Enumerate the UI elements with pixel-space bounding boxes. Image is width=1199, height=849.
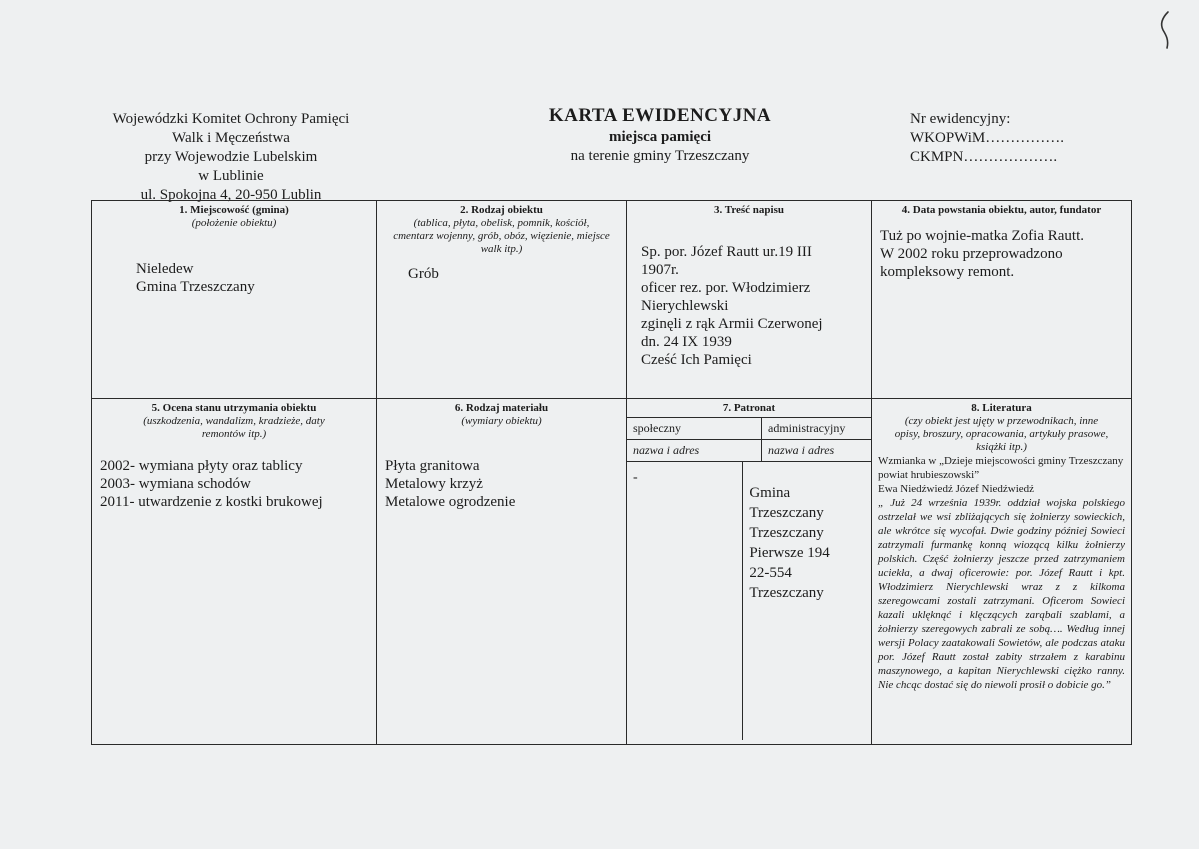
condition-line: 2002- wymiana płyty oraz tablicy <box>100 458 303 474</box>
handwritten-mark-icon <box>1152 8 1182 50</box>
patronage-values <box>627 462 871 740</box>
cell-object-type <box>377 201 627 399</box>
cell-subheader: (położenie obiektu) <box>191 217 277 229</box>
cell-subheader: (wymiary obiektu) <box>461 415 542 427</box>
condition-line: 2011- utwardzenie z kostki brukowej <box>100 494 323 510</box>
page-title: KARTA EWIDENCYJNA <box>548 105 772 126</box>
admin-line: Pierwsze 194 <box>749 545 830 561</box>
admin-line: 22-554 <box>749 565 792 581</box>
location-value <box>98 260 370 296</box>
cell-material <box>377 399 627 745</box>
cell-literature <box>872 399 1132 745</box>
creation-line: Tuż po wojnie-matka Zofia Rautt. <box>880 228 1084 244</box>
org-line: w Lublinie <box>198 168 264 184</box>
patronage-admin-subheader: nazwa i adres <box>762 440 872 462</box>
page-subtitle-area: na terenie gminy Trzeszczany <box>570 148 750 164</box>
registry-number-block <box>910 110 1090 167</box>
material-line: Metalowy krzyż <box>385 476 483 492</box>
title-block <box>460 104 860 166</box>
condition-value <box>98 457 370 511</box>
cell-header: 6. Rodzaj materiału <box>454 402 549 414</box>
literature-authors: Ewa Niedźwiedź Józef Niedźwiedź <box>878 483 1035 495</box>
location-line: Gmina Trzeszczany <box>136 279 255 295</box>
inscription-line: Nierychlewski <box>641 298 729 314</box>
patronage-admin-header: administracyjny <box>762 418 872 440</box>
inscription-line: dn. 24 IX 1939 <box>641 334 732 350</box>
cell-condition <box>92 399 377 745</box>
cell-subheader: (uszkodzenia, wandalizm, kradzieże, daty remontów itp.) <box>143 415 325 440</box>
creation-line: kompleksowy remont. <box>880 264 1015 280</box>
org-line: przy Wojewodzie Lubelskim <box>144 149 318 165</box>
cell-creation-date <box>872 201 1132 399</box>
cell-header: 8. Literatura <box>971 402 1032 414</box>
org-line: Walk i Męczeństwa <box>172 130 290 146</box>
admin-line: Trzeszczany <box>749 525 824 541</box>
creation-date-value <box>878 227 1125 281</box>
cell-subheader: (czy obiekt jest ujęty w przewodnikach, inne opisy, broszury, opracowania, artykuły prasowe, książki itp.) <box>894 415 1109 453</box>
patronage-social-subheader: nazwa i adres <box>627 440 762 462</box>
record-card-table <box>91 200 1132 745</box>
object-type-value: Grób <box>408 266 439 282</box>
patronage-social-value: - <box>627 462 743 740</box>
patronage-admin-value <box>743 462 871 740</box>
cell-header: 7. Patronat <box>722 402 776 414</box>
literature-quote: „ Już 24 września 1939r. oddział wojska polskiego ostrzelał we wsi zbliżających się żołnierzy sowieckich, ale wkrótce się wycofał. Dwie godziny później Sowieci zatrzymali furmankę konną wiozącą kilku żołnierzy polskich. Część żołnierzy jeszcze przed zatrzymaniem uciekła, a dwaj oficerowie: por. Józef Rautt i kpt. Włodzimierz Nierychlewski wraz z z kilkoma szeregowcami zostali zatrzymani. Oficerom Sowieci kazali uklęknąć i klęczących zarąbali szablami, a żołnierzy szeregowych zabrali ze sobą…. Według innej wersji Polacy zaatakowali Sowietów, ale podczas ataku por. Józef Rautt został zabity strzałem z karabinu maszynowego, a kapitan Nierychlewski ciężko ranny. Nie chcąc dostać się do niewoli prosił o dobicie go.” <box>878 497 1125 691</box>
condition-line: 2003- wymiana schodów <box>100 476 251 492</box>
inscription-line: 1907r. <box>641 262 679 278</box>
admin-line: Trzeszczany <box>749 585 824 601</box>
creation-line: W 2002 roku przeprowadzono <box>880 246 1063 262</box>
inscription-line: oficer rez. por. Włodzimierz <box>641 280 811 296</box>
material-line: Płyta granitowa <box>385 458 480 474</box>
cell-header: 2. Rodzaj obiektu <box>460 204 543 216</box>
inscription-line: Cześć Ich Pamięci <box>641 352 752 368</box>
registry-ckmpn: CKMPN………………. <box>910 149 1058 165</box>
page-subtitle: miejsca pamięci <box>608 129 712 145</box>
admin-line: Trzeszczany <box>749 505 824 521</box>
literature-value <box>878 454 1125 692</box>
cell-location <box>92 201 377 399</box>
org-line: ul. Spokojna 4, 20-950 Lublin <box>140 187 322 203</box>
cell-header: 5. Ocena stanu utrzymania obiektu <box>151 402 317 414</box>
registry-wkopwim: WKOPWiM……………. <box>910 130 1064 146</box>
registry-label: Nr ewidencyjny: <box>910 111 1011 127</box>
admin-line: Gmina <box>749 485 791 501</box>
material-line: Metalowe ogrodzenie <box>385 494 516 510</box>
cell-inscription <box>627 201 872 399</box>
organization-block <box>100 110 362 205</box>
material-value <box>383 457 620 511</box>
inscription-value <box>633 243 865 369</box>
inscription-line: zginęli z rąk Armii Czerwonej <box>641 316 823 332</box>
inscription-line: Sp. por. Józef Rautt ur.19 III <box>641 244 812 260</box>
cell-header: 3. Treść napisu <box>714 204 784 216</box>
org-line: Wojewódzki Komitet Ochrony Pamięci <box>112 111 350 127</box>
cell-header: 1. Miejscowość (gmina) <box>179 204 289 216</box>
cell-patronage <box>627 399 872 745</box>
cell-header: 4. Data powstania obiektu, autor, fundator <box>901 204 1102 216</box>
cell-subheader: (tablica, płyta, obelisk, pomnik, kościół, cmentarz wojenny, grób, obóz, więzienie, miejsce walk itp.) <box>393 217 610 255</box>
patronage-social-header: społeczny <box>627 418 762 440</box>
literature-intro: Wzmianka w „Dzieje miejscowości gminy Trzeszczany powiat hrubieszowski” <box>878 455 1124 481</box>
patronage-table <box>627 417 871 462</box>
location-line: Nieledew <box>136 261 194 277</box>
